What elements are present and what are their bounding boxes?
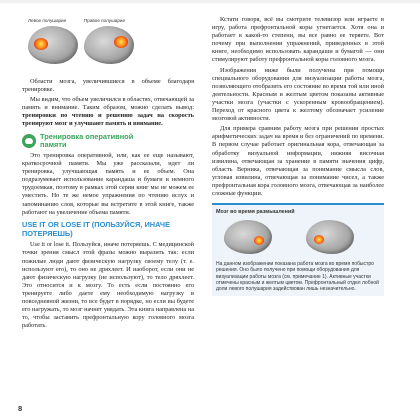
- figure-caption: На данном изображении показана работа мозга во время побыстро решения. Оно было получено при помощи оборудования для визуализации работы мозга (см. примечание 1). Активные участки отмечены красным и желтым цветом. Префронтальный отдел лобной доли левого полушария задействован лишь незначительно.: [216, 261, 379, 293]
- paragraph: Это тренировка оперативной, или, как ее еще называют, краткосрочной памяти. Мы уже рассказали, идет ли тренировка, улучшающая память и ее объем. Она подразумевает использование карандаша и бумаги и немного трудоемкая, поэтому в рамках этой серии книг мы не можем ее уместить. Но те же немое упражнения по чтению вслух и запоминанию слов, которые вы встретите в этой книге, также работают на увеличение объема памяти.: [22, 151, 194, 216]
- subsection-heading: USE IT OR LOSE IT (ПОЛЬЗУЙСЯ, ИНАЧЕ ПОТЕРЯЕШЬ): [22, 219, 171, 238]
- paragraph: Кстати говоря, всё вы смотрите телевизор или играете в игру, работа префронтальной коры угнетается. Хотя она и работает в какой-то степени, вы все равно ее теряете. Вот почему при выполнении упражнений, приведенных в этой книге, необходимо использовать карандаши и бумагой — они стимулируют работу префронтальной коры головного мозга.: [212, 16, 384, 64]
- brain-image-right: [84, 26, 134, 64]
- paragraph: [22, 96, 194, 128]
- brain-figure-box: [212, 203, 384, 295]
- active-area-spot: [34, 38, 48, 50]
- right-column: [212, 16, 384, 296]
- paragraph: Use it or lose it. Пользуйся, иначе потеряешь. С медицинской точки зрения смысл этой фразы можно выразить так: если пожилые люди дают физическую нагрузку своему телу (т. е. используют его), то оно не дряхлеет. И наоборот, если они не дают физическую нагрузку (не используют), то тело дряхлеет. Это относится и к мозгу. То есть если постоянно его тренируете либо даете ему необходимую нагрузку в повседневной жизни, то все будет в порядке, но если вы будете его нагружать, то мозг начнет увядать. Эта книга направлена на то, чтобы заставить префронтальную кору головного мозга работать.: [22, 241, 194, 330]
- section-heading: Тренировка оперативной памяти: [22, 133, 194, 149]
- brain-image-left: [28, 26, 78, 64]
- active-area-spot: [314, 235, 324, 244]
- figure-label-left: Левое полушарие: [28, 18, 67, 23]
- brain-icon: [22, 134, 36, 148]
- book-page: [22, 16, 382, 396]
- top-strip: [0, 0, 420, 3]
- figure-label-right: Правое полушарие: [84, 18, 126, 23]
- brain-figure-top: [22, 16, 194, 72]
- figure-title: Мозг во время размышлений: [216, 209, 295, 216]
- brain-image-right: [306, 220, 354, 254]
- paragraph-bold-text: тренировки по чтению и решению задач на скорость тренируют мозг и улучшают память и внимание.: [22, 112, 194, 128]
- paragraph: Области мозга, увеличившиеся в объеме благодаря тренировке.: [22, 78, 194, 94]
- page-number: 8: [18, 404, 23, 413]
- paragraph: Изображения ниже были получены при помощи специального оборудования для визуализации работы мозга, позволяющего отобразить его состояние во время той или иной деятельности. Красным и желтым цветом показаны активные участки мозга (участки с ускоренным кровообращением). Переход от красного цвета к желтому обозначает усиление мозговой активности.: [212, 66, 384, 123]
- left-column: [22, 16, 194, 332]
- paragraph-text: Мы видим, что объем увеличился в областях, отвечающей за память и внимание. Таким образом, можно сделать вывод:: [22, 96, 194, 112]
- active-area-spot: [254, 236, 264, 245]
- figure-brains: [216, 218, 380, 258]
- brain-image-left: [224, 220, 272, 254]
- paragraph: Для примера сравним работу мозга при решении простых арифметических задач на время и без ограничений по времени. В первом случае работает оригинальная кора, отвечающая за обработку визуальной информации, нижняя височная извилина, отвечающая за хранение в памяти значения цифр, область Верника, отвечающая за понимание смысла слов, угловая извилина, отвечающая за понимание чисел, а также префронтальная кора головного мозга, отвечающая за наиболее сложные функции.: [212, 125, 384, 197]
- active-area-spot: [114, 36, 128, 48]
